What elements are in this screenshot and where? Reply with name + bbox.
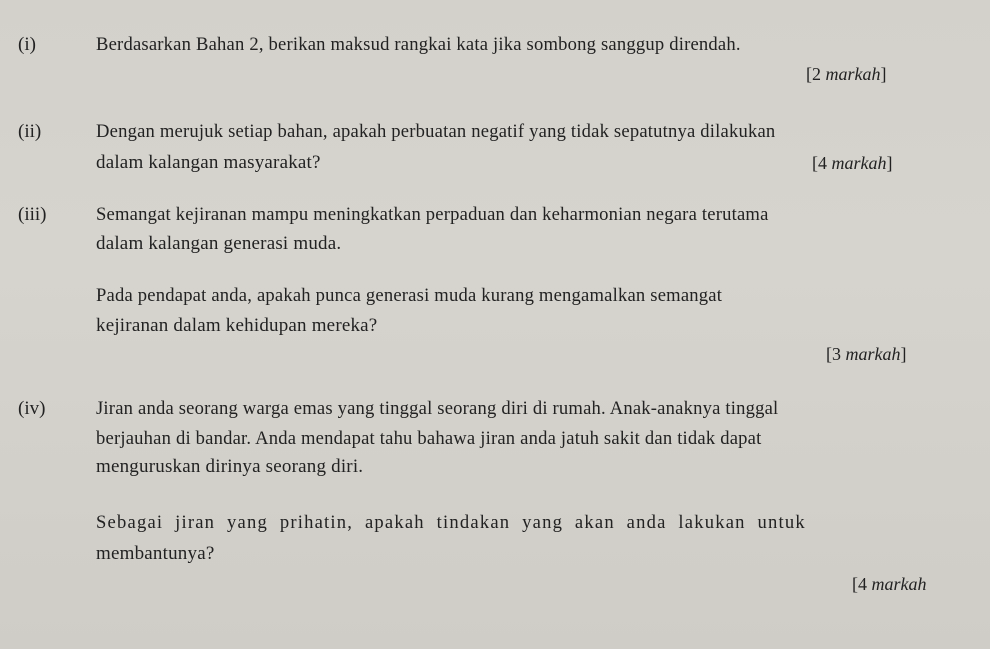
- question-text-line: membantunya?: [96, 543, 215, 564]
- question-text-line: dalam kalangan generasi muda.: [96, 233, 342, 254]
- question-text-line: Berdasarkan Bahan 2, berikan maksud rangkai kata jika sombong sanggup direndah.: [96, 34, 741, 55]
- question-number: (iv): [18, 398, 46, 419]
- question-text-line: Pada pendapat anda, apakah punca generasi muda kurang mengamalkan semangat: [96, 285, 723, 306]
- question-text-line: Dengan merujuk setiap bahan, apakah perbuatan negatif yang tidak sepatutnya dilakukan: [96, 121, 776, 142]
- marks-label: [2 markah]: [806, 64, 887, 84]
- question-text-line: berjauhan di bandar. Anda mendapat tahu bahawa jiran anda jatuh sakit dan tidak dapat: [96, 428, 762, 449]
- marks-label: [4 markah]: [812, 153, 893, 173]
- question-text-line: Sebagai jiran yang prihatin, apakah tindakan yang akan anda lakukan untuk: [96, 512, 806, 533]
- question-text-line: menguruskan dirinya seorang diri.: [96, 456, 364, 477]
- question-text-line: Jiran anda seorang warga emas yang tinggal seorang diri di rumah. Anak-anaknya tinggal: [96, 398, 779, 419]
- question-text-line: dalam kalangan masyarakat?: [96, 152, 321, 173]
- marks-label: [4 markah: [852, 574, 927, 594]
- question-number: (iii): [18, 204, 47, 225]
- question-text-line: kejiranan dalam kehidupan mereka?: [96, 315, 378, 336]
- question-number: (ii): [18, 121, 42, 142]
- marks-label: [3 markah]: [826, 344, 907, 364]
- question-number: (i): [18, 34, 36, 55]
- question-text-line: Semangat kejiranan mampu meningkatkan perpaduan dan keharmonian negara terutama: [96, 204, 769, 225]
